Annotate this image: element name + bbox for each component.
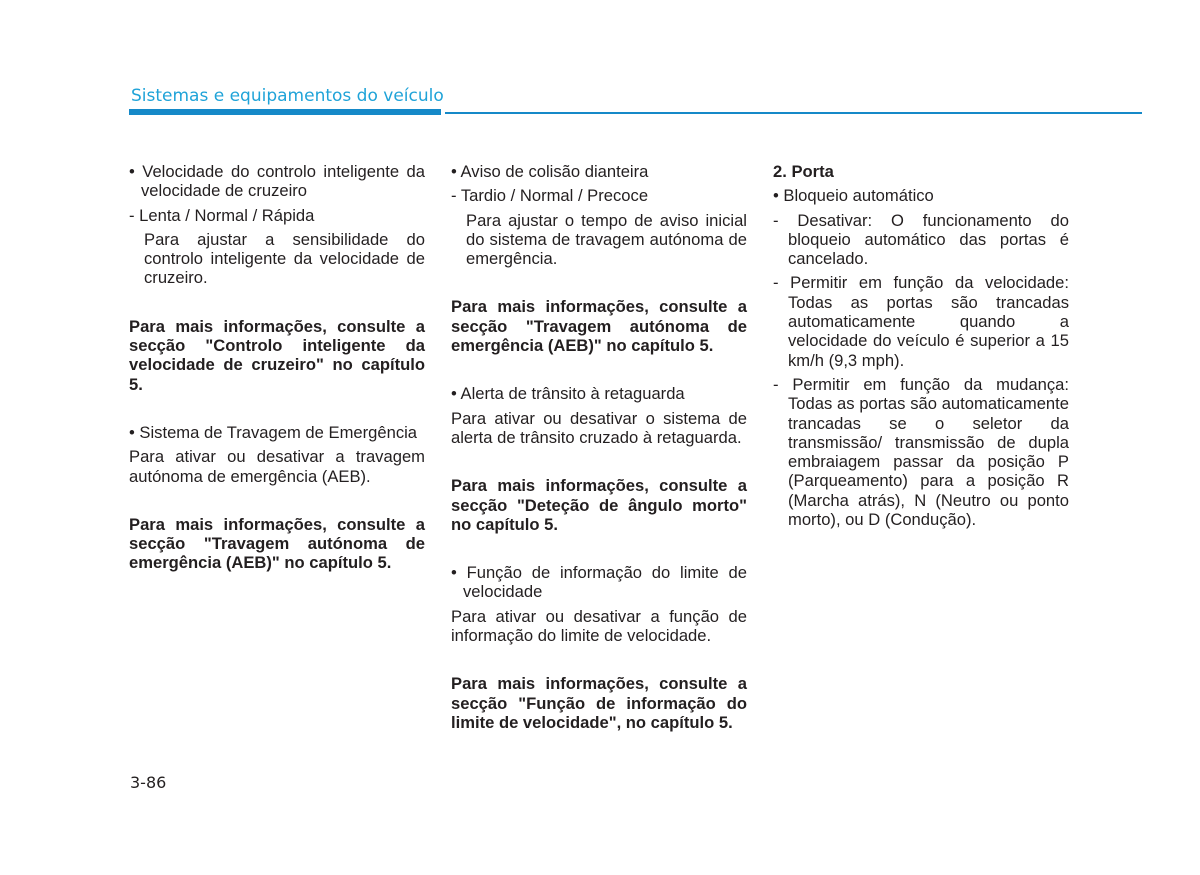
description-aeb: Para ativar ou desativar a travagem autónoma de emergência (AEB). bbox=[129, 447, 425, 486]
option-shift-based: - Permitir em função da mudança: Todas as portas são automaticamente trancadas se o seletor da transmissão/ transmissão de dupla embraiagem passar da posição P (Parqueamento) para a posição R (Marcha atrás), N (Neutro ou ponto morto), ou D (Condução). bbox=[773, 374, 1069, 530]
section-header-title: Sistemas e equipamentos do veículo bbox=[131, 86, 444, 106]
reference-note-blind-spot: Para mais informações, consulte a secção "Deteção de ângulo morto" no capítulo 5. bbox=[451, 476, 747, 534]
option-list-speed: - Lenta / Normal / Rápida bbox=[129, 205, 315, 225]
bullet-emergency-braking: • Sistema de Travagem de Emergência bbox=[129, 422, 418, 442]
header-rule-thick bbox=[129, 109, 441, 115]
header-rule-thin bbox=[445, 112, 1142, 114]
column-1 bbox=[129, 162, 425, 573]
option-disable: - Desativar: O funcionamento do bloqueio automático das portas é cancelado. bbox=[773, 210, 1069, 269]
option-list-timing: - Tardio / Normal / Precoce bbox=[451, 186, 649, 206]
page-number: 3-86 bbox=[130, 773, 167, 792]
bullet-rear-cross-traffic: • Alerta de trânsito à retaguarda bbox=[451, 384, 685, 404]
option-speed-based: - Permitir em função da velocidade: Todas as portas são trancadas automaticamente quando a velocidade do veículo é superior a 15 km/h (9,3 mph). bbox=[773, 273, 1069, 370]
bullet-speed-limit-info: • Função de informação do limite de velocidade bbox=[451, 563, 747, 602]
bullet-forward-collision: • Aviso de colisão dianteira bbox=[451, 162, 649, 181]
description-speed-limit: Para ativar ou desativar a função de informação do limite de velocidade. bbox=[451, 606, 747, 646]
description-cruise: Para ajustar a sensibilidade do controlo inteligente da velocidade de cruzeiro. bbox=[144, 229, 425, 288]
section-heading-door: 2. Porta bbox=[773, 162, 834, 181]
reference-note-cruise: Para mais informações, consulte a secção "Controlo inteligente da velocidade de cruzeiro" no capítulo 5. bbox=[129, 316, 425, 394]
reference-note-aeb: Para mais informações, consulte a secção "Travagem autónoma de emergência (AEB)" no capítulo 5. bbox=[129, 514, 425, 573]
column-2 bbox=[451, 162, 747, 732]
description-rear-cross-traffic: Para ativar ou desativar o sistema de alerta de trânsito cruzado à retaguarda. bbox=[451, 408, 747, 447]
bullet-auto-lock: • Bloqueio automático bbox=[773, 186, 934, 206]
bullet-cruise-speed: • Velocidade do controlo inteligente da velocidade de cruzeiro bbox=[129, 162, 425, 201]
description-warning-timing: Para ajustar o tempo de aviso inicial do sistema de travagem autónoma de emergência. bbox=[466, 210, 747, 269]
reference-note-speed-limit: Para mais informações, consulte a secção "Função de informação do limite de velocidade", no capítulo 5. bbox=[451, 674, 747, 732]
column-3 bbox=[773, 162, 1069, 529]
reference-note-aeb-2: Para mais informações, consulte a secção "Travagem autónoma de emergência (AEB)" no capítulo 5. bbox=[451, 297, 747, 356]
